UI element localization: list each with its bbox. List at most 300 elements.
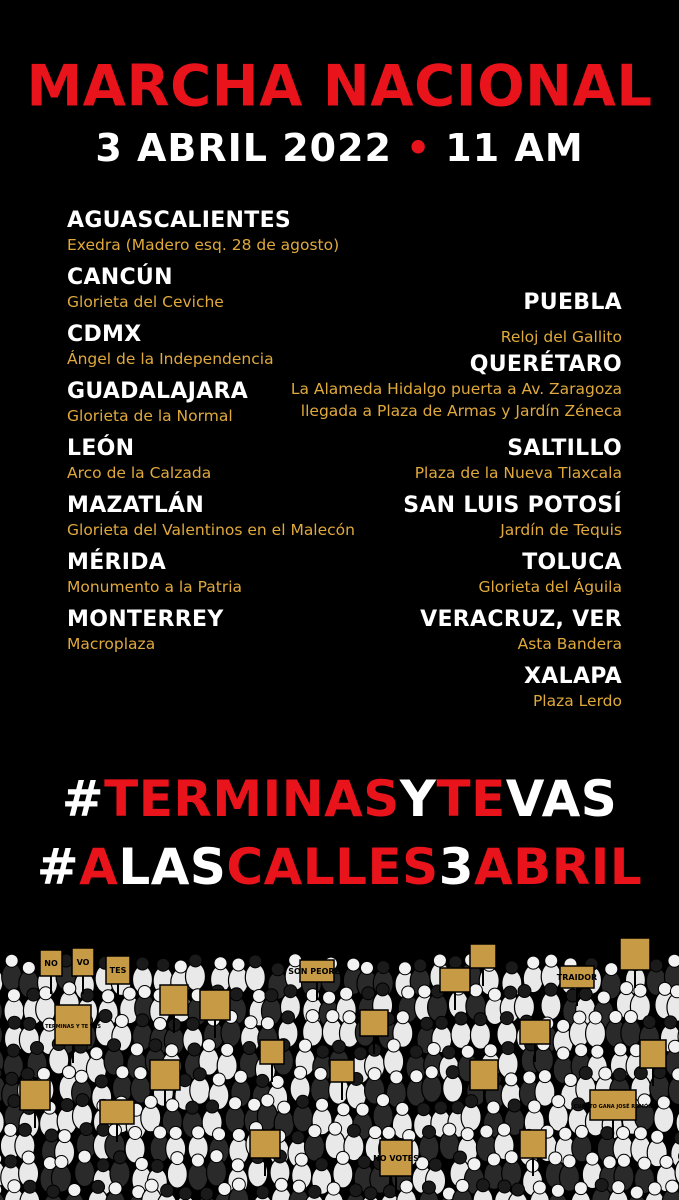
hashtag-part: 3: [438, 838, 474, 896]
crowd-head: [477, 1179, 490, 1192]
protest-sign: [470, 1060, 498, 1090]
crowd-head: [154, 1017, 167, 1030]
crowd-head: [336, 1151, 349, 1164]
crowd-head: [296, 1095, 309, 1108]
crowd-head: [192, 1126, 205, 1139]
crowd-head: [552, 1095, 565, 1108]
protest-sign: [520, 1130, 546, 1158]
crowd-head: [505, 1151, 518, 1164]
crowd-head: [643, 1016, 656, 1029]
crowd-head: [229, 1097, 242, 1110]
crowd-head: [356, 1103, 369, 1116]
crowd-head: [99, 1010, 112, 1023]
protest-sign: [20, 1080, 50, 1110]
crowd-head: [484, 1044, 497, 1057]
crowd-head: [218, 1183, 231, 1196]
crowd-head: [234, 1070, 247, 1083]
crowd-head: [487, 1153, 500, 1166]
crowd-head: [414, 959, 427, 972]
location-puebla: [501, 290, 622, 348]
crowd-head: [221, 1043, 234, 1056]
crowd-head: [545, 954, 558, 967]
crowd-head: [595, 1178, 608, 1191]
crowd-head: [533, 1181, 546, 1194]
crowd-head: [474, 1013, 487, 1026]
meeting-place: Macroplaza: [67, 635, 156, 653]
crowd-head: [614, 1043, 627, 1056]
crowd-head: [284, 985, 297, 998]
meeting-place: Glorieta de la Normal: [67, 407, 233, 425]
city-name: MÉRIDA: [67, 550, 167, 575]
crowd-head: [115, 1014, 128, 1027]
crowd-head: [456, 1179, 469, 1192]
city-name: CANCÚN: [67, 265, 173, 290]
event-datetime: [0, 124, 679, 172]
crowd-head: [417, 1103, 430, 1116]
crowd-head: [617, 1126, 630, 1139]
crowd-head: [271, 963, 284, 976]
crowd-head: [8, 1180, 21, 1193]
event-date: 3 ABRIL 2022: [95, 126, 392, 170]
meeting-place: Monumento a la Patria: [67, 578, 243, 596]
city-name: TOLUCA: [522, 550, 622, 575]
crowd-head: [579, 1067, 592, 1080]
meeting-place: Plaza de la Nueva Tlaxcala: [414, 464, 622, 482]
sign-text: TES: [109, 966, 127, 975]
crowd-head: [630, 1186, 643, 1199]
crowd-head: [527, 956, 540, 969]
crowd-head: [575, 1125, 588, 1138]
crowd-head: [332, 1040, 345, 1053]
crowd-head: [579, 988, 592, 1001]
crowd-head: [523, 1071, 536, 1084]
crowd-head: [498, 1123, 511, 1136]
crowd-head: [315, 1158, 328, 1171]
crowd-head: [337, 1103, 350, 1116]
crowd-head: [8, 1016, 21, 1029]
crowd-head: [22, 961, 35, 974]
location-leon: [67, 436, 211, 484]
crowd-head: [135, 1157, 148, 1170]
hashtag-terminas-y-te-vas: [0, 770, 679, 828]
crowd-head: [446, 1066, 459, 1079]
location-merida: [67, 550, 242, 598]
crowd-head: [564, 1074, 577, 1087]
crowd-head: [402, 986, 415, 999]
crowd-head: [58, 1130, 71, 1143]
crowd-head: [7, 989, 20, 1002]
crowd-head: [97, 1159, 110, 1172]
crowd-head: [299, 1039, 312, 1052]
crowd-head: [314, 1067, 327, 1080]
crowd-head: [232, 958, 245, 971]
crowd-head: [455, 1012, 468, 1025]
crowd-head: [68, 1183, 81, 1196]
crowd-head: [487, 1101, 500, 1114]
crowd-head: [575, 1044, 588, 1057]
crowd-head: [244, 1016, 257, 1029]
crowd-head: [256, 1074, 269, 1087]
crowd-head: [429, 1158, 442, 1171]
crowd-head: [538, 1070, 551, 1083]
hashtag-part: VAS: [505, 770, 618, 828]
crowd-head: [4, 1155, 17, 1168]
crowd-head: [47, 1185, 60, 1198]
crowd-head: [603, 1156, 616, 1169]
city-name: XALAPA: [524, 664, 622, 689]
protest-sign: [440, 968, 470, 992]
crowd-head: [308, 1125, 321, 1138]
crowd-head: [362, 987, 375, 1000]
crowd-head: [76, 1094, 89, 1107]
city-name: SALTILLO: [507, 436, 622, 461]
crowd-head: [191, 1154, 204, 1167]
location-queretaro: [291, 352, 622, 422]
crowd-head: [61, 1099, 74, 1112]
crowd-head: [45, 1129, 58, 1142]
protest-sign: [150, 1060, 180, 1090]
crowd-head: [658, 982, 671, 995]
city-name: MONTERREY: [67, 607, 224, 632]
crowd-head: [265, 989, 278, 1002]
crowd-head: [368, 1068, 381, 1081]
protest-sign: [470, 944, 496, 968]
crowd-head: [648, 1182, 661, 1195]
crowd-head: [134, 1067, 147, 1080]
meeting-place: Exedra (Madero esq. 28 de agosto): [67, 236, 340, 254]
crowd-head: [169, 1126, 182, 1139]
crowd-head: [63, 1066, 76, 1079]
crowd-head: [427, 1043, 440, 1056]
crowd-head: [563, 1155, 576, 1168]
crowd-head: [116, 1066, 129, 1079]
crowd-head: [613, 1068, 626, 1081]
hashtag-part: #: [61, 770, 105, 828]
crowd-head: [617, 1154, 630, 1167]
crowd-head: [420, 1017, 433, 1030]
crowd-head: [620, 982, 633, 995]
city-name: PUEBLA: [523, 290, 622, 315]
protest-sign: [640, 1040, 666, 1068]
crowd-head: [601, 1127, 614, 1140]
crowd-head: [123, 987, 136, 1000]
crowd-head: [63, 982, 76, 995]
crowd-head: [358, 1156, 371, 1169]
crowd-head: [214, 957, 227, 970]
event-title: MARCHA NACIONAL: [26, 53, 653, 120]
city-name: VERACRUZ, VER: [420, 607, 622, 632]
city-name: QUERÉTARO: [469, 352, 622, 377]
meeting-place: Ángel de la Independencia: [67, 350, 274, 368]
crowd-head: [166, 1099, 179, 1112]
crowd-head: [294, 1066, 307, 1079]
crowd-head: [23, 1017, 36, 1030]
crowd-head: [5, 954, 18, 967]
event-time: 11 AM: [445, 126, 584, 170]
crowd-head: [230, 988, 243, 1001]
crowd-head: [498, 1180, 511, 1193]
crowd-head: [340, 987, 353, 1000]
crowd-head: [206, 1100, 219, 1113]
crowd-head: [165, 1044, 178, 1057]
crowd-head: [669, 1040, 679, 1053]
meeting-place: La Alameda Hidalgo puerta a Av. Zaragoza: [290, 380, 622, 398]
crowd-head: [423, 1125, 436, 1138]
crowd-head: [282, 1011, 295, 1024]
protest-sign: [520, 1020, 550, 1044]
crowd-head: [113, 1151, 126, 1164]
crowd-head: [469, 984, 482, 997]
crowd-head: [109, 1182, 122, 1195]
location-toluca: [478, 550, 622, 598]
crowd-head: [425, 1066, 438, 1079]
crowd-head: [657, 1096, 670, 1109]
crowd-head: [30, 1041, 43, 1054]
crowd-head: [433, 954, 446, 967]
city-name: AGUASCALIENTES: [67, 208, 292, 233]
crowd-head: [511, 1183, 524, 1196]
location-mazatlan: [67, 493, 355, 541]
crowd-head: [149, 1039, 162, 1052]
crowd-head: [624, 1010, 637, 1023]
hashtag-part: A: [79, 838, 119, 896]
sign-text: NO: [44, 959, 58, 968]
sign-text: TERMINAS Y TE VAS: [45, 1024, 101, 1030]
crowd-head: [347, 1124, 360, 1137]
crowd-head: [291, 1131, 304, 1144]
crowd-head: [461, 1045, 474, 1058]
protest-sign: [360, 1010, 388, 1036]
crowd-head: [468, 1158, 481, 1171]
crowd-head: [278, 1101, 291, 1114]
hashtag-part: #: [36, 838, 80, 896]
crowd-head: [186, 1101, 199, 1114]
location-monterrey: [67, 607, 224, 655]
crowd-head: [316, 1045, 329, 1058]
crowd-head: [612, 1181, 625, 1194]
location-cancun: [67, 265, 224, 313]
crowd-head: [505, 1073, 518, 1086]
crowd-head: [551, 1184, 564, 1197]
crowd-head: [95, 1075, 108, 1088]
crowd-head: [108, 1124, 121, 1137]
crowd-head: [651, 1130, 664, 1143]
crowd-head: [449, 956, 462, 969]
location-san-luis-potosi: [403, 493, 622, 541]
crowd-head: [151, 1159, 164, 1172]
crowd-head: [589, 1011, 602, 1024]
crowd-head: [97, 1123, 110, 1136]
crowd-head: [434, 1101, 447, 1114]
crowd-head: [7, 1044, 20, 1057]
city-name: LEÓN: [67, 436, 135, 461]
crowd-head: [354, 1047, 367, 1060]
crowd-head: [377, 961, 390, 974]
city-name: MAZATLÁN: [67, 493, 205, 518]
city-name: SAN LUIS POTOSÍ: [403, 493, 622, 518]
crowd-head: [212, 1073, 225, 1086]
crowd-head: [271, 1075, 284, 1088]
crowd-body: [0, 1108, 4, 1136]
crowd-head: [670, 985, 679, 998]
crowd-head: [78, 1150, 91, 1163]
crowd-head: [138, 986, 151, 999]
crowd-head: [398, 962, 411, 975]
protest-sign: [250, 1130, 280, 1158]
crowd-head: [37, 1067, 50, 1080]
crowd-head: [557, 1019, 570, 1032]
crowd-head: [213, 1128, 226, 1141]
crowd-head: [369, 1126, 382, 1139]
crowd-head: [605, 963, 618, 976]
crowd-head: [179, 1187, 192, 1200]
crowd-head: [243, 1042, 256, 1055]
sign-text: SON PEORES: [288, 967, 346, 976]
protest-sign: [100, 1100, 134, 1124]
hashtag-part: CALLES: [226, 838, 439, 896]
hashtag-part: TERMINAS: [104, 770, 400, 828]
crowd-head: [136, 957, 149, 970]
crowd-head: [664, 1016, 677, 1029]
crowd-head: [573, 1011, 586, 1024]
meeting-place: Plaza Lerdo: [532, 692, 622, 710]
meeting-place: Glorieta del Águila: [478, 578, 622, 596]
separator-dot: •: [406, 126, 432, 170]
location-aguascalientes: [67, 208, 339, 256]
crowd-head: [249, 955, 262, 968]
crowd-head: [349, 1184, 362, 1197]
crowd-head: [443, 1123, 456, 1136]
crowd-head: [465, 1095, 478, 1108]
crowd-head: [23, 1180, 36, 1193]
hashtag-part: TE: [436, 770, 506, 828]
protest-sign: [160, 985, 188, 1015]
crowd-head: [144, 1095, 157, 1108]
sign-text: VO: [76, 958, 90, 967]
location-guadalajara: [67, 379, 248, 427]
crowd-head: [4, 1123, 17, 1136]
crowd-head: [90, 1047, 103, 1060]
crowd-head: [129, 1126, 142, 1139]
crowd-head: [390, 1071, 403, 1084]
crowd-head: [161, 1184, 174, 1197]
crowd-head: [157, 958, 170, 971]
crowd-head: [232, 1178, 245, 1191]
crowd-head: [174, 960, 187, 973]
protest-sign: [200, 990, 230, 1020]
sign-text: TRAIDOR: [556, 973, 598, 982]
crowd-head: [500, 1012, 513, 1025]
crowd-head: [544, 983, 557, 996]
crowd-head: [443, 1046, 456, 1059]
crowd-head: [5, 1072, 18, 1085]
crowd-head: [377, 1094, 390, 1107]
crowd-head: [329, 1122, 342, 1135]
crowd-head: [504, 986, 517, 999]
crowd-head: [508, 1099, 521, 1112]
crowd-head: [364, 1187, 377, 1200]
hashtag-part: LAS: [118, 838, 227, 896]
crowd-head: [435, 1016, 448, 1029]
crowd-head: [261, 1017, 274, 1030]
crowd-head: [308, 1185, 321, 1198]
meeting-place: Glorieta del Ceviche: [67, 293, 224, 311]
crowd-head: [461, 1128, 474, 1141]
crowd-head: [108, 1039, 121, 1052]
crowd-head: [231, 1159, 244, 1172]
sign-text: ¿CUÁNTO GANA JOSÉ RAMÓN?: [570, 1104, 656, 1110]
crowd-head: [549, 1152, 562, 1165]
crowd-head: [650, 959, 663, 972]
crowd-head: [326, 1010, 339, 1023]
crowd-head: [8, 1095, 21, 1108]
crowd-head: [518, 985, 531, 998]
crowd-head: [666, 1180, 679, 1193]
crowd-head: [410, 1070, 423, 1083]
protest-crowd-illustration: [0, 930, 679, 1200]
crowd-head: [256, 1186, 269, 1199]
crowd-head: [261, 1094, 274, 1107]
crowd-head: [376, 983, 389, 996]
crowd-head: [102, 990, 115, 1003]
crowd-head: [634, 1127, 647, 1140]
meeting-place: Asta Bandera: [517, 635, 622, 653]
crowd-head: [55, 1156, 68, 1169]
crowd-head: [80, 1123, 93, 1136]
hashtag-part: Y: [399, 770, 437, 828]
crowd-head: [574, 1182, 587, 1195]
crowd-head: [130, 1043, 143, 1056]
crowd-head: [136, 1014, 149, 1027]
location-saltillo: [415, 436, 622, 484]
meeting-place: Jardín de Tequis: [500, 521, 622, 539]
crowd-head: [668, 954, 679, 967]
crowd-head: [599, 1067, 612, 1080]
crowd-head: [202, 1039, 215, 1052]
crowd-head: [75, 1070, 88, 1083]
crowd-head: [193, 1068, 206, 1081]
crowd-body: [0, 998, 2, 1026]
crowd-head: [92, 1180, 105, 1193]
crowd-head: [422, 1181, 435, 1194]
meeting-place-detail: llegada a Plaza de Armas y Jardín Zéneca: [300, 402, 622, 420]
crowd-head: [597, 991, 610, 1004]
location-cdmx: [67, 322, 274, 370]
crowd-head: [638, 1157, 651, 1170]
crowd-head: [557, 1047, 570, 1060]
crowd-head: [502, 1042, 515, 1055]
crowd-head: [210, 1150, 223, 1163]
crowd-head: [360, 961, 373, 974]
crowd-head: [488, 988, 501, 1001]
crowd-head: [327, 1182, 340, 1195]
crowd-head: [27, 988, 40, 1001]
crowd-head: [382, 1126, 395, 1139]
crowd-head: [316, 1098, 329, 1111]
crowd-head: [609, 1011, 622, 1024]
crowd-head: [323, 991, 336, 1004]
hashtag-part: ABRIL: [473, 838, 643, 896]
city-name: CDMX: [67, 322, 142, 347]
crowd-head: [232, 1128, 245, 1141]
crowd-head: [21, 1068, 34, 1081]
crowd-head: [410, 1045, 423, 1058]
crowd-svg: [0, 930, 679, 1200]
protest-sign: [330, 1060, 354, 1082]
meeting-place: Arco de la Calzada: [67, 464, 212, 482]
protest-sign: [620, 938, 650, 970]
city-name: GUADALAJARA: [67, 379, 249, 404]
